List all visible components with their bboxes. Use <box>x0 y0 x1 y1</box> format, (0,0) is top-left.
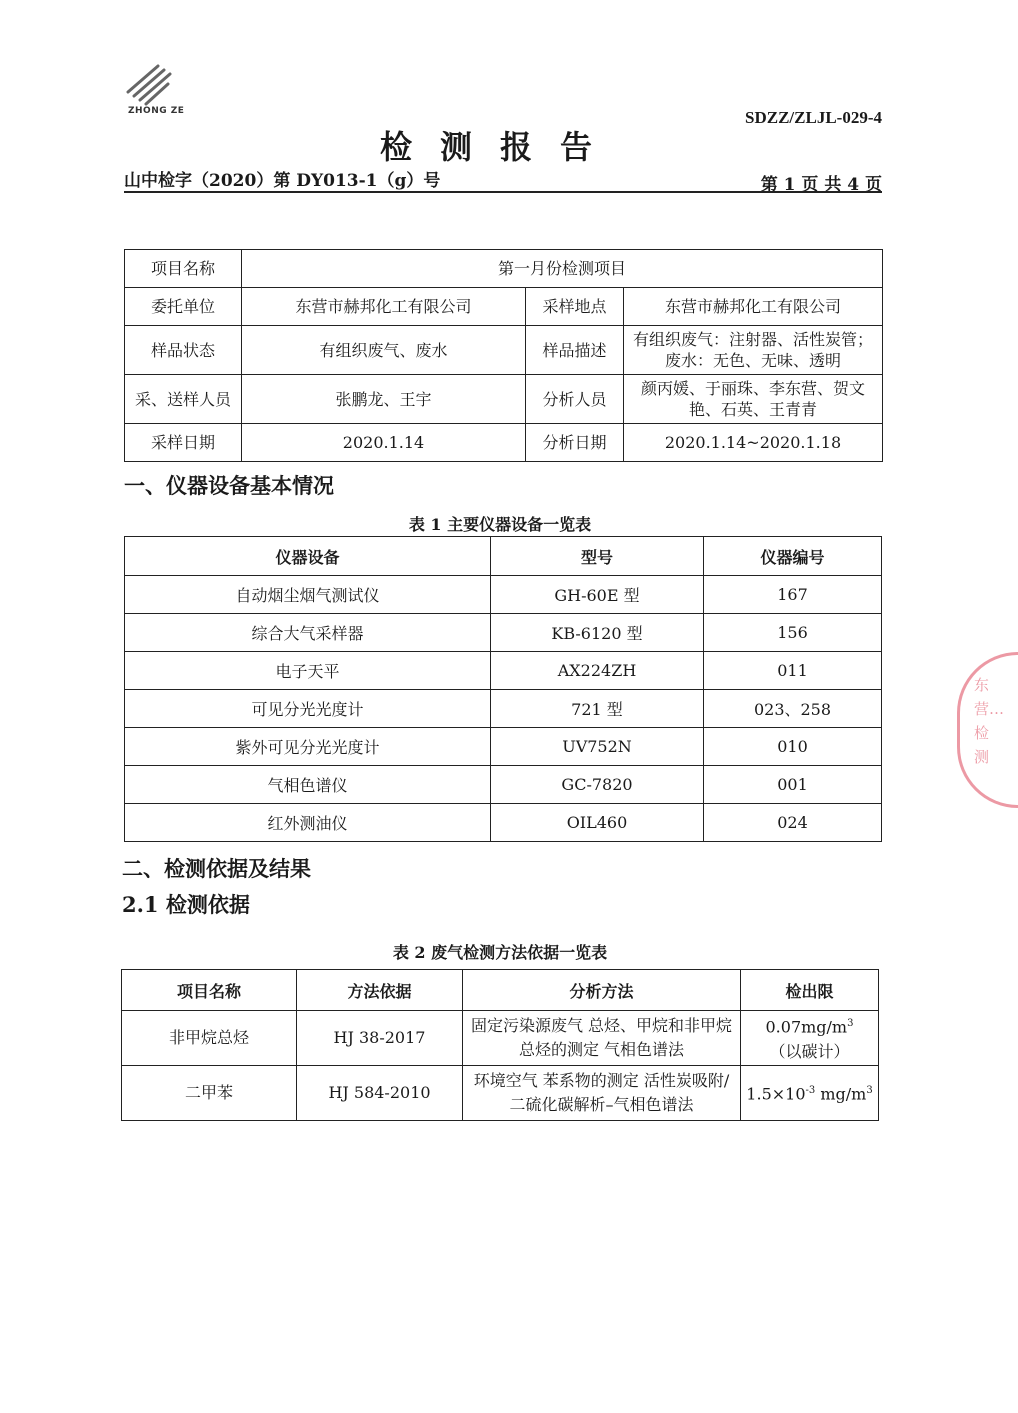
method-basis: HJ 584-2010 <box>297 1066 463 1121</box>
detection-limit-unit: mg/m <box>815 1084 867 1104</box>
section-heading-equipment: 一、仪器设备基本情况 <box>124 473 334 498</box>
equipment-id: 001 <box>704 766 882 804</box>
table-row <box>125 690 882 728</box>
table-row <box>125 614 882 652</box>
table-row <box>125 326 883 375</box>
table-row <box>125 652 882 690</box>
sample-desc-value: 有组织废气：注射器、活性炭管；废水：无色、无味、透明 <box>624 326 883 375</box>
analysts-value: 颜丙媛、于丽珠、李东营、贺文艳、石英、王青青 <box>624 375 883 424</box>
table-row <box>125 804 882 842</box>
equipment-name: 气相色谱仪 <box>125 766 491 804</box>
logo-text: ZHONG ZE <box>128 106 185 116</box>
method-basis: HJ 38-2017 <box>297 1011 463 1066</box>
sampling-date-label: 采样日期 <box>125 424 242 462</box>
equipment-model: KB-6120 型 <box>491 614 704 652</box>
table-row <box>122 1011 879 1066</box>
detection-limit-note: （以碳计） <box>769 1041 850 1061</box>
exponent: -3 <box>805 1085 816 1097</box>
sampling-site-label: 采样地点 <box>526 288 624 326</box>
equipment-id: 024 <box>704 804 882 842</box>
equipment-id: 167 <box>704 576 882 614</box>
official-seal <box>957 652 1018 808</box>
method-basis-table <box>121 969 879 1121</box>
table-row <box>125 288 883 326</box>
table1-caption: 表 1 主要仪器设备一览表 <box>408 515 592 534</box>
equipment-model: GC-7820 <box>491 766 704 804</box>
samplers-value: 张鹏龙、王宇 <box>242 375 526 424</box>
equipment-model: UV752N <box>491 728 704 766</box>
table-row <box>125 766 882 804</box>
equipment-model: 721 型 <box>491 690 704 728</box>
equipment-id: 156 <box>704 614 882 652</box>
column-header: 仪器编号 <box>704 537 882 576</box>
sample-state-value: 有组织废气、废水 <box>242 326 526 375</box>
equipment-name: 红外测油仪 <box>125 804 491 842</box>
sub-heading-basis: 2.1 检测依据 <box>122 892 250 917</box>
equipment-name: 综合大气采样器 <box>125 614 491 652</box>
equipment-name: 可见分光光度计 <box>125 690 491 728</box>
company-logo <box>118 62 198 122</box>
analysts-label: 分析人员 <box>526 375 624 424</box>
document-number: SDZZ/ZLJL-029-4 <box>745 108 882 127</box>
equipment-name: 自动烟尘烟气测试仪 <box>125 576 491 614</box>
sample-state-label: 样品状态 <box>125 326 242 375</box>
table-row <box>125 576 882 614</box>
section-heading-basis: 二、检测依据及结果 <box>122 856 311 881</box>
equipment-id: 010 <box>704 728 882 766</box>
table-header-row <box>125 537 882 576</box>
equipment-id: 023、258 <box>704 690 882 728</box>
equipment-name: 紫外可见分光光度计 <box>125 728 491 766</box>
column-header: 仪器设备 <box>125 537 491 576</box>
column-header: 型号 <box>491 537 704 576</box>
seal-text: 东营…检测 <box>974 676 1005 766</box>
item-name: 二甲苯 <box>122 1066 297 1121</box>
equipment-model: AX224ZH <box>491 652 704 690</box>
table-row <box>125 728 882 766</box>
client-label: 委托单位 <box>125 288 242 326</box>
table2-caption: 表 2 废气检测方法依据一览表 <box>392 943 608 962</box>
table-row <box>125 424 883 462</box>
column-header: 方法依据 <box>297 970 463 1011</box>
equipment-model: GH-60E 型 <box>491 576 704 614</box>
project-name: 第一月份检测项目 <box>242 250 883 288</box>
superscript: 3 <box>866 1085 873 1097</box>
detection-limit-value: 0.07mg/m <box>765 1017 848 1037</box>
analysis-method: 固定污染源废气 总烃、甲烷和非甲烷总烃的测定 气相色谱法 <box>463 1011 741 1066</box>
equipment-model: OIL460 <box>491 804 704 842</box>
header-divider <box>124 191 882 193</box>
equipment-name: 电子天平 <box>125 652 491 690</box>
equipment-table <box>124 536 882 842</box>
table-row <box>122 1066 879 1121</box>
analysis-method: 环境空气 苯系物的测定 活性炭吸附/二硫化碳解析–气相色谱法 <box>463 1066 741 1121</box>
sampling-date-value: 2020.1.14 <box>242 424 526 462</box>
table-row <box>125 375 883 424</box>
samplers-label: 采、送样人员 <box>125 375 242 424</box>
equipment-id: 011 <box>704 652 882 690</box>
analysis-date-label: 分析日期 <box>526 424 624 462</box>
logo-icon <box>118 62 178 108</box>
table-header-row <box>122 970 879 1011</box>
project-info-table <box>124 249 883 462</box>
analysis-date-value: 2020.1.14~2020.1.18 <box>624 424 883 462</box>
table-row <box>125 250 883 288</box>
item-name: 非甲烷总烃 <box>122 1011 297 1066</box>
project-name-label: 项目名称 <box>125 250 242 288</box>
superscript: 3 <box>847 1018 854 1030</box>
detection-limit <box>741 1011 879 1066</box>
sample-desc-label: 样品描述 <box>526 326 624 375</box>
column-header: 项目名称 <box>122 970 297 1011</box>
client-value: 东营市赫邦化工有限公司 <box>242 288 526 326</box>
page-title: 检测报告 <box>379 128 620 166</box>
column-header: 分析方法 <box>463 970 741 1011</box>
detection-limit <box>741 1066 879 1121</box>
sampling-site-value: 东营市赫邦化工有限公司 <box>624 288 883 326</box>
detection-limit-value: 1.5×10 <box>746 1084 806 1104</box>
report-number: 山中检字（2020）第 DY013-1（g）号 <box>124 171 441 191</box>
column-header: 检出限 <box>741 970 879 1011</box>
page-info: 第 1 页 共 4 页 <box>760 175 882 195</box>
